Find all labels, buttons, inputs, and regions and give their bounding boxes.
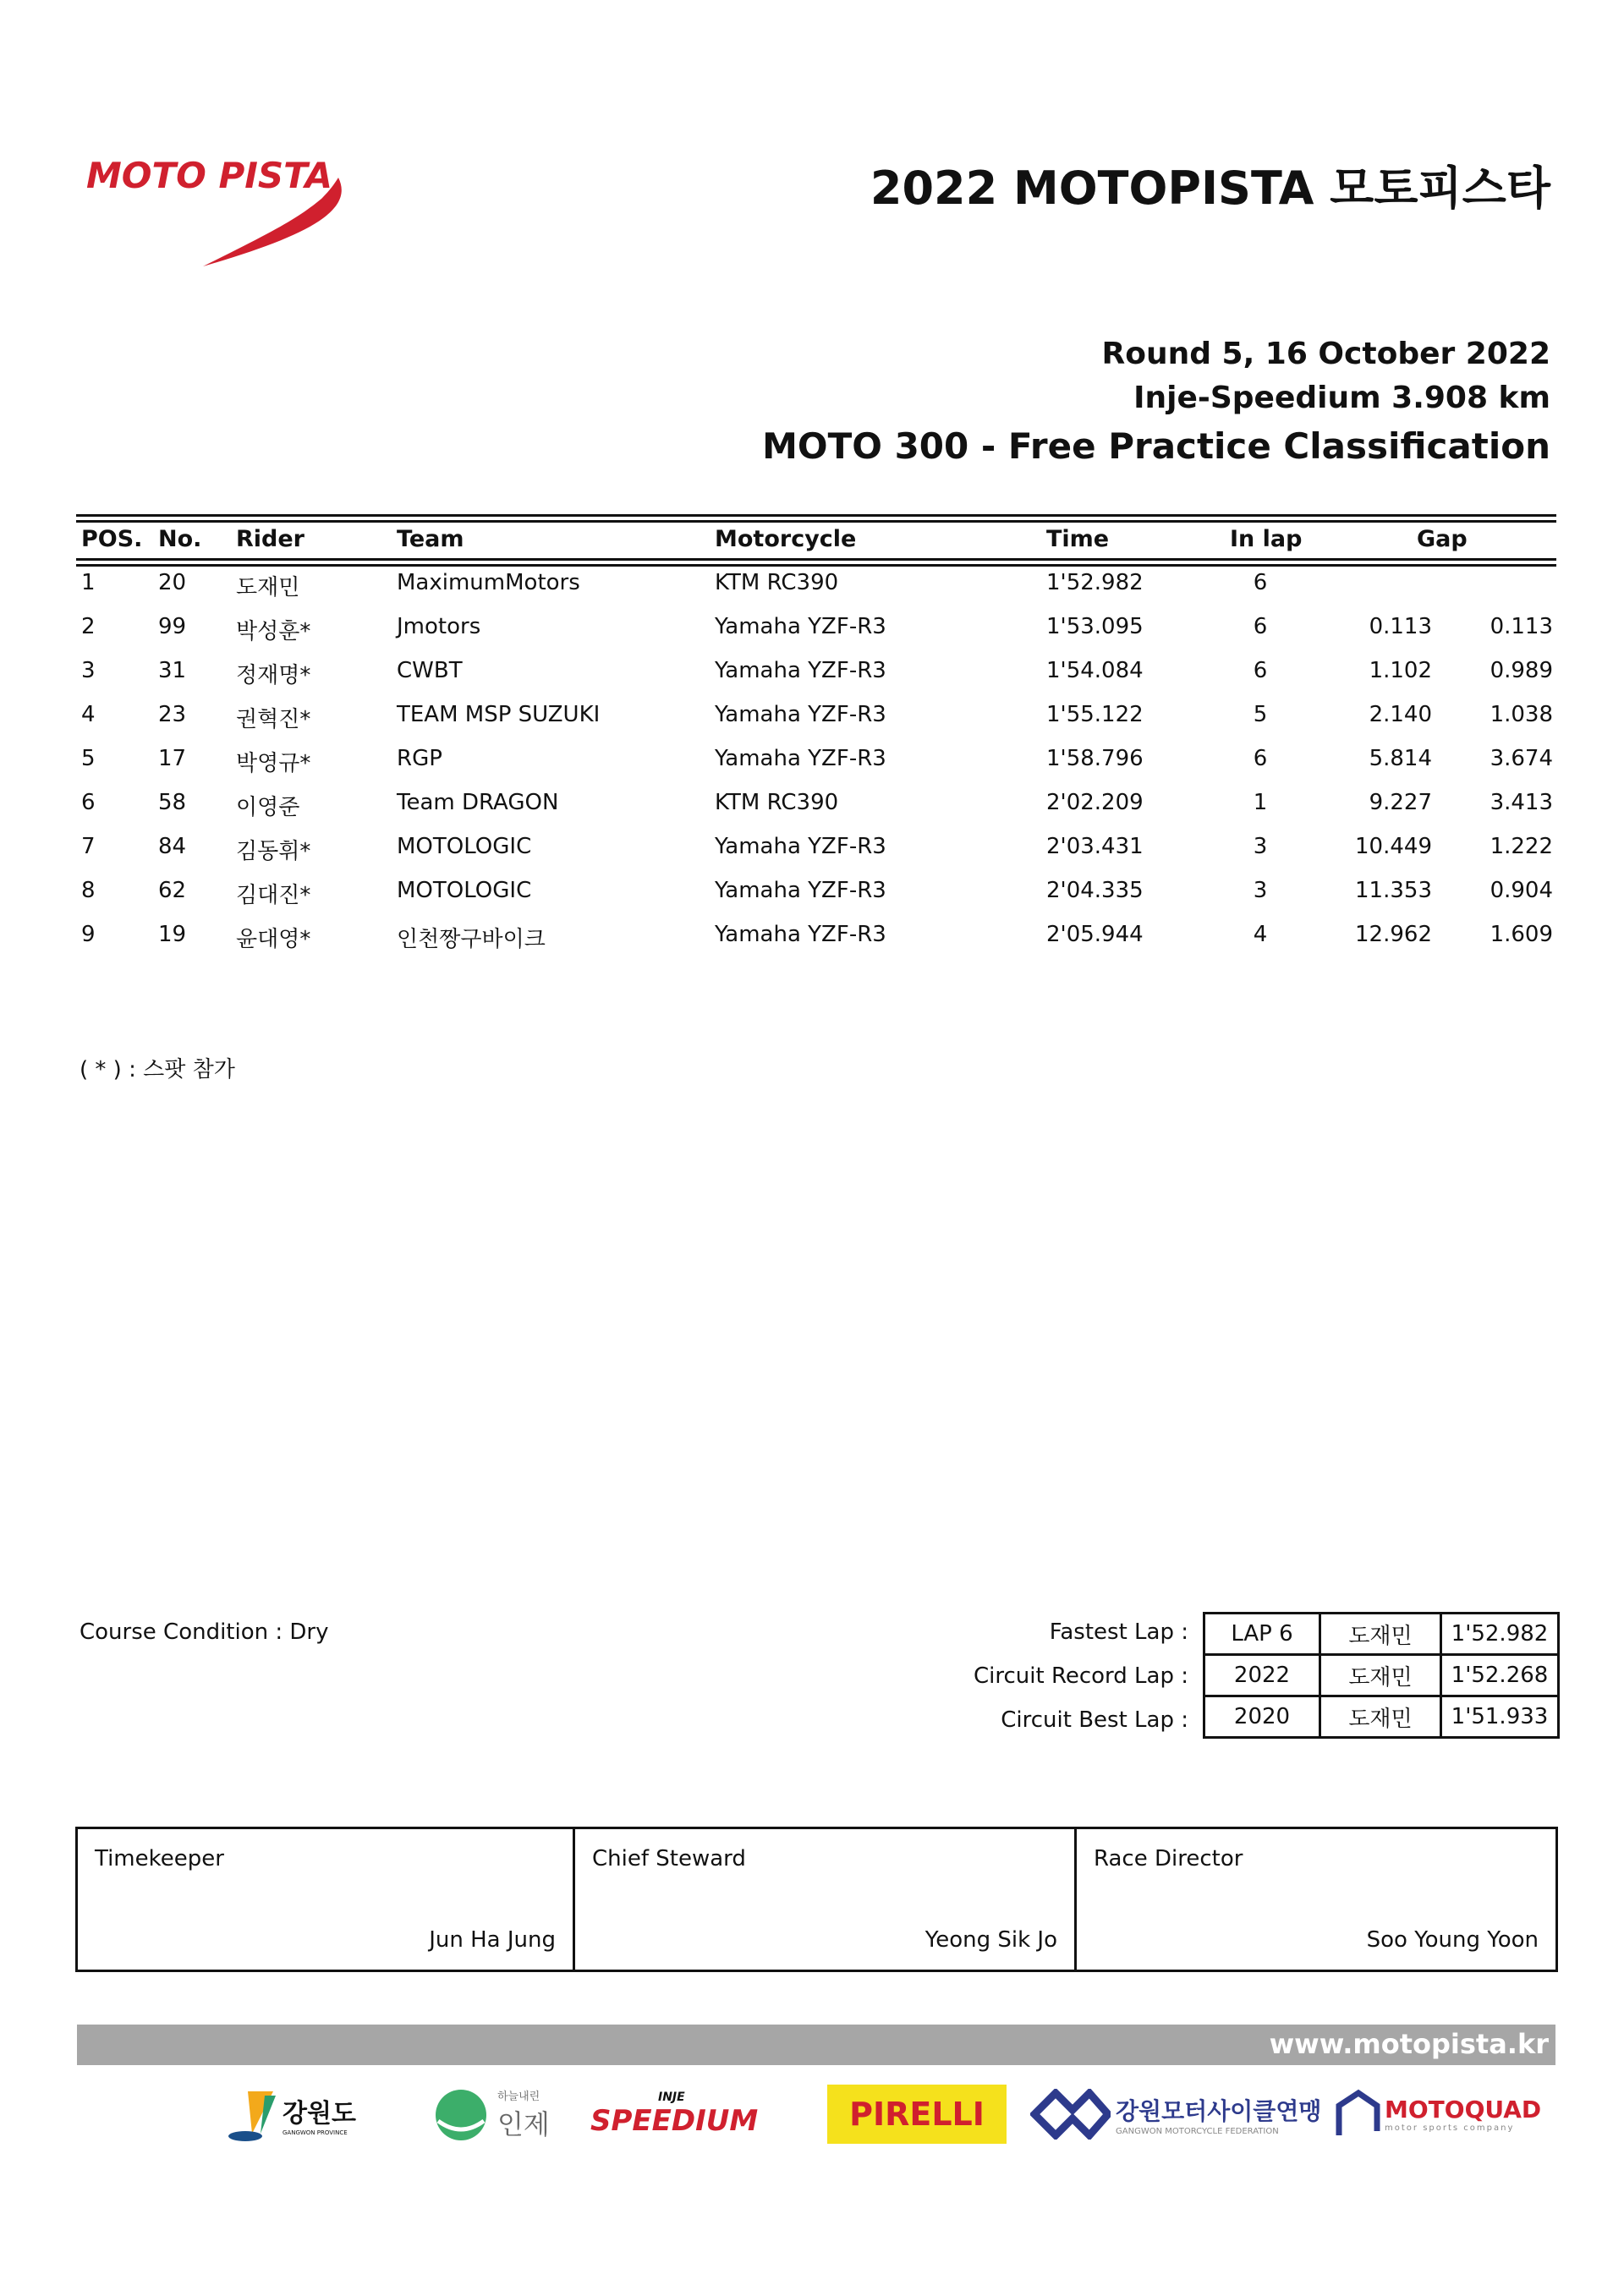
record-year: 2020 xyxy=(1204,1696,1320,1738)
row-pos: 1 xyxy=(81,570,96,595)
table-row xyxy=(0,614,1624,658)
row-number: 19 xyxy=(158,922,187,947)
row-gap: 1.102 xyxy=(1369,658,1432,683)
inje-logo: 하늘내린 인제 xyxy=(431,2085,550,2144)
row-diff: 1.038 xyxy=(1490,702,1553,727)
row-rider: 권혁진* xyxy=(236,707,311,732)
row-team: RGP xyxy=(397,746,442,771)
row-diff: 0.113 xyxy=(1490,614,1553,639)
row-time: 1'55.122 xyxy=(1046,702,1144,727)
row-motorcycle: KTM RC390 xyxy=(715,570,839,595)
row-diff: 3.413 xyxy=(1490,790,1553,815)
row-team: CWBT xyxy=(397,658,463,683)
table-row xyxy=(0,834,1624,878)
row-rider: 이영준 xyxy=(236,795,300,820)
federation-logo: 강원모터사이클연맹 GANGWON MOTORCYCLE FEDERATION xyxy=(1030,2085,1321,2144)
website-bar xyxy=(77,2025,1555,2065)
row-pos: 5 xyxy=(81,746,96,771)
row-team: TEAM MSP SUZUKI xyxy=(397,702,601,727)
fastest-lap-label: Fastest Lap : xyxy=(1049,1619,1188,1645)
table-row xyxy=(0,702,1624,746)
row-number: 17 xyxy=(158,746,187,771)
row-motorcycle: Yamaha YZF-R3 xyxy=(715,922,886,947)
record-time: 1'51.933 xyxy=(1441,1696,1559,1738)
record-row xyxy=(1204,1614,1559,1655)
row-pos: 4 xyxy=(81,702,96,727)
row-number: 23 xyxy=(158,702,187,727)
row-in-lap: 6 xyxy=(1253,746,1268,771)
row-in-lap: 5 xyxy=(1253,702,1268,727)
row-number: 31 xyxy=(158,658,187,683)
table-row xyxy=(0,658,1624,702)
header-gap: Gap xyxy=(1417,526,1468,552)
row-number: 62 xyxy=(158,878,187,903)
row-diff: 1.609 xyxy=(1490,922,1553,947)
divider xyxy=(76,558,1556,561)
row-rider: 박성훈* xyxy=(236,619,311,644)
record-year: LAP 6 xyxy=(1204,1614,1320,1655)
row-team: Team DRAGON xyxy=(397,790,559,815)
row-motorcycle: KTM RC390 xyxy=(715,790,839,815)
logo-text: MOTO PISTA xyxy=(86,155,333,196)
record-lap-label: Circuit Record Lap : xyxy=(974,1663,1188,1689)
row-team: 인천짱구바이크 xyxy=(397,927,546,952)
row-diff: 0.904 xyxy=(1490,878,1553,903)
header-rider: Rider xyxy=(236,526,304,552)
row-pos: 9 xyxy=(81,922,96,947)
row-in-lap: 1 xyxy=(1253,790,1268,815)
row-diff: 3.674 xyxy=(1490,746,1553,771)
row-rider: 김동휘* xyxy=(236,839,311,864)
row-gap: 5.814 xyxy=(1369,746,1432,771)
role: Chief Steward xyxy=(592,1846,746,1871)
signature-chief-steward xyxy=(573,1827,1077,1972)
row-number: 84 xyxy=(158,834,187,859)
row-pos: 2 xyxy=(81,614,96,639)
row-number: 99 xyxy=(158,614,187,639)
record-row xyxy=(1204,1696,1559,1738)
session-title: MOTO 300 - Free Practice Classification xyxy=(762,425,1550,467)
row-time: 2'03.431 xyxy=(1046,834,1144,859)
row-rider: 정재명* xyxy=(236,663,311,688)
table-row xyxy=(0,878,1624,922)
signature-race-director xyxy=(1074,1827,1558,1972)
table-row xyxy=(0,746,1624,790)
inje-speedium-logo: INJE SPEEDIUM xyxy=(590,2091,759,2138)
header-team: Team xyxy=(397,526,464,552)
record-rider: 도재민 xyxy=(1320,1614,1441,1655)
row-time: 1'52.982 xyxy=(1046,570,1144,595)
website-link[interactable]: www.motopista.kr xyxy=(1269,2028,1549,2060)
divider xyxy=(76,564,1556,567)
row-in-lap: 4 xyxy=(1253,922,1268,947)
row-gap: 12.962 xyxy=(1355,922,1432,947)
row-time: 2'02.209 xyxy=(1046,790,1144,815)
header-no: No. xyxy=(158,526,202,552)
row-pos: 3 xyxy=(81,658,96,683)
row-number: 20 xyxy=(158,570,187,595)
row-team: MaximumMotors xyxy=(397,570,580,595)
row-gap: 0.113 xyxy=(1369,614,1432,639)
row-time: 2'04.335 xyxy=(1046,878,1144,903)
row-gap: 2.140 xyxy=(1369,702,1432,727)
circuit-info: Inje-Speedium 3.908 km xyxy=(1133,381,1550,415)
row-team: MOTOLOGIC xyxy=(397,878,532,903)
row-motorcycle: Yamaha YZF-R3 xyxy=(715,658,886,683)
header-time: Time xyxy=(1046,526,1110,552)
row-gap: 9.227 xyxy=(1369,790,1432,815)
row-gap: 10.449 xyxy=(1355,834,1432,859)
row-time: 1'58.796 xyxy=(1046,746,1144,771)
divider xyxy=(76,514,1556,517)
role: Race Director xyxy=(1094,1846,1243,1871)
row-rider: 박영규* xyxy=(236,751,311,776)
row-in-lap: 6 xyxy=(1253,614,1268,639)
record-rider: 도재민 xyxy=(1320,1696,1441,1738)
record-rider: 도재민 xyxy=(1320,1655,1441,1696)
row-gap: 11.353 xyxy=(1355,878,1432,903)
best-lap-label: Circuit Best Lap : xyxy=(1001,1707,1188,1733)
record-row xyxy=(1204,1655,1559,1696)
header-inlap: In lap xyxy=(1230,526,1303,552)
table-row xyxy=(0,570,1624,614)
table-row xyxy=(0,790,1624,834)
row-time: 1'54.084 xyxy=(1046,658,1144,683)
row-pos: 8 xyxy=(81,878,96,903)
divider xyxy=(76,520,1556,523)
gangwon-logo: 강원도 GANGWON PROVINCE xyxy=(227,2085,356,2144)
record-time: 1'52.268 xyxy=(1441,1655,1559,1696)
row-team: Jmotors xyxy=(397,614,481,639)
row-in-lap: 6 xyxy=(1253,570,1268,595)
header-motorcycle: Motorcycle xyxy=(715,526,857,552)
row-motorcycle: Yamaha YZF-R3 xyxy=(715,834,886,859)
row-in-lap: 6 xyxy=(1253,658,1268,683)
record-time: 1'52.982 xyxy=(1441,1614,1559,1655)
name: Jun Ha Jung xyxy=(429,1927,556,1953)
spot-note: ( * ) : 스팟 참가 xyxy=(80,1057,235,1082)
row-number: 58 xyxy=(158,790,187,815)
role: Timekeeper xyxy=(95,1846,224,1871)
row-motorcycle: Yamaha YZF-R3 xyxy=(715,702,886,727)
course-condition: Course Condition : Dry xyxy=(80,1619,329,1645)
row-rider: 도재민 xyxy=(236,575,300,600)
row-motorcycle: Yamaha YZF-R3 xyxy=(715,614,886,639)
page-title: 2022 MOTOPISTA 모토피스타 xyxy=(870,162,1550,215)
row-rider: 김대진* xyxy=(236,883,311,908)
row-time: 2'05.944 xyxy=(1046,922,1144,947)
row-motorcycle: Yamaha YZF-R3 xyxy=(715,878,886,903)
motoquad-logo: MOTOQUAD motor sports company xyxy=(1335,2085,1541,2144)
row-pos: 6 xyxy=(81,790,96,815)
records-table xyxy=(1203,1612,1560,1739)
row-pos: 7 xyxy=(81,834,96,859)
pirelli-logo: PIRELLI xyxy=(827,2085,1007,2144)
motopista-logo xyxy=(85,152,347,271)
row-diff: 1.222 xyxy=(1490,834,1553,859)
row-time: 1'53.095 xyxy=(1046,614,1144,639)
row-rider: 윤대영* xyxy=(236,927,311,952)
record-year: 2022 xyxy=(1204,1655,1320,1696)
row-motorcycle: Yamaha YZF-R3 xyxy=(715,746,886,771)
row-diff: 0.989 xyxy=(1490,658,1553,683)
name: Yeong Sik Jo xyxy=(924,1927,1057,1953)
round-info: Round 5, 16 October 2022 xyxy=(1101,337,1550,371)
table-row xyxy=(0,922,1624,966)
header-pos: POS. xyxy=(81,526,143,552)
name: Soo Young Yoon xyxy=(1366,1927,1539,1953)
row-team: MOTOLOGIC xyxy=(397,834,532,859)
row-in-lap: 3 xyxy=(1253,878,1268,903)
signature-timekeeper xyxy=(75,1827,575,1972)
row-in-lap: 3 xyxy=(1253,834,1268,859)
